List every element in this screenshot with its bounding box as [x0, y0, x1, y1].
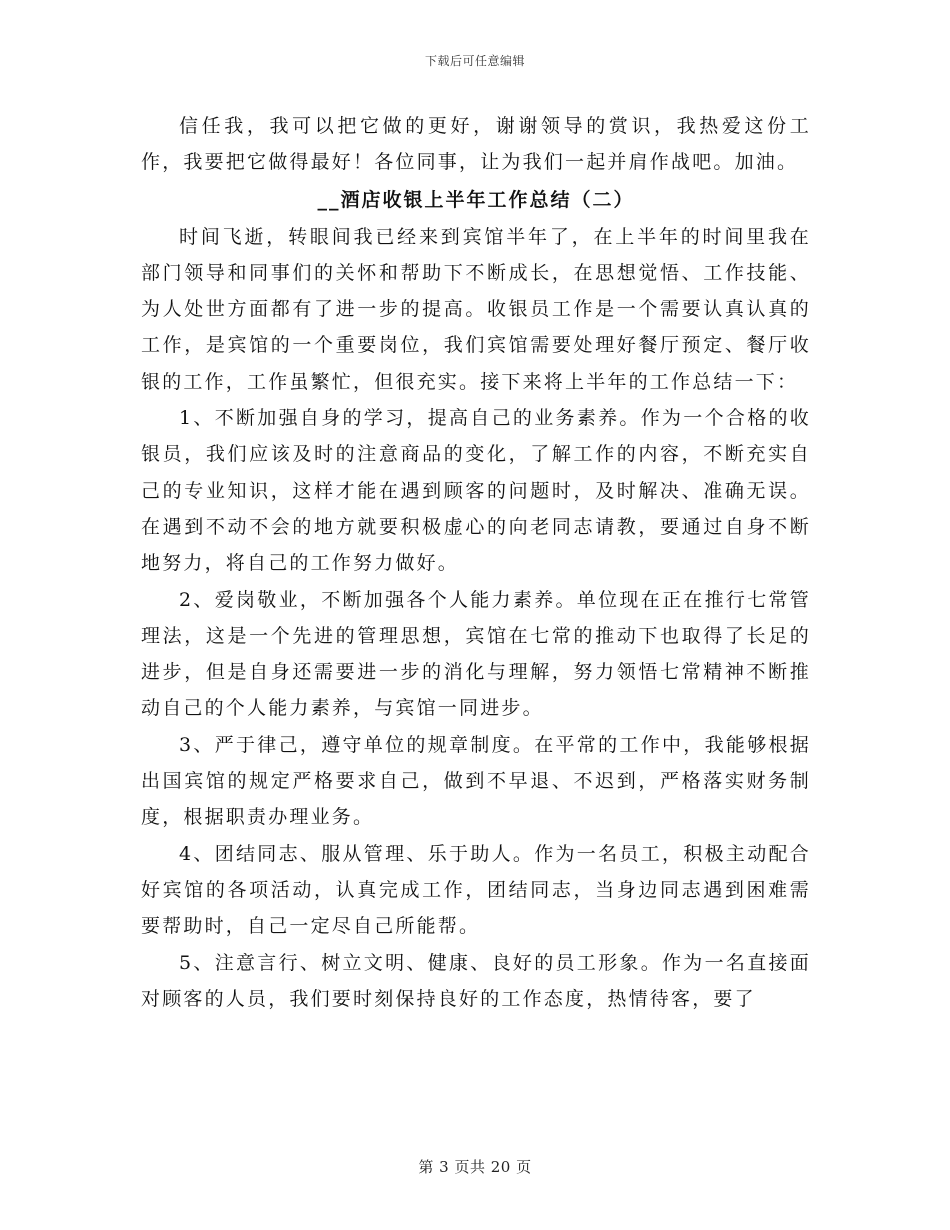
paragraph-summary-intro: 时间飞逝，转眼间我已经来到宾馆半年了，在上半年的时间里我在部门领导和同事们的关怀和帮助下不断成长，在思想觉悟、工作技能、为人处世方面都有了进一步的提高。收银员工作是一个需要认真认真的工作，是宾馆的一个重要岗位，我们宾馆需要处理好餐厅预定、餐厅收银的工作，工作虽繁忙，但很充实。接下来将上半年的工作总结一下：	[141, 225, 811, 393]
paragraph-item-3: 3、严于律己，遵守单位的规章制度。在平常的工作中，我能够根据出国宾馆的规定严格要求自己，做到不早退、不迟到，严格落实财务制度，根据职责办理业务。	[141, 733, 811, 829]
intro-paragraph: 信任我，我可以把它做的更好，谢谢领导的赏识，我热爱这份工作，我要把它做得最好！各位同事，让为我们一起并肩作战吧。加油。	[141, 115, 811, 174]
paragraph-item-2: 2、爱岗敬业，不断加强各个人能力素养。单位现在正在推行七常管理法，这是一个先进的管理思想，宾馆在七常的推动下也取得了长足的进步，但是自身还需要进一步的消化与理解，努力领悟七常精神不断推动自己的个人能力素养，与宾馆一同进步。	[141, 588, 811, 720]
document-body	[141, 108, 811, 1017]
paragraph-item-5: 5、注意言行、树立文明、健康、良好的员工形象。作为一名直接面对顾客的人员，我们要时刻保持良好的工作态度，热情待客，要了	[141, 951, 811, 1010]
paragraph-item-1: 1、不断加强自身的学习，提高自己的业务素养。作为一个合格的收银员，我们应该及时的注意商品的变化，了解工作的内容，不断充实自己的专业知识，这样才能在遇到顾客的问题时，及时解决、准确无误。在遇到不动不会的地方就要积极虚心的向老同志请教，要通过自身不断地努力，将自己的工作努力做好。	[141, 407, 811, 575]
section-heading: __酒店收银上半年工作总结（二）	[317, 188, 635, 211]
paragraph-item-4: 4、团结同志、服从管理、乐于助人。作为一名员工，积极主动配合好宾馆的各项活动，认真完成工作，团结同志，当身边同志遇到困难需要帮助时，自己一定尽自己所能帮。	[141, 842, 811, 938]
page-indicator: 第 3 页共 20 页	[418, 1158, 532, 1176]
header-note: 下载后可任意编辑	[424, 54, 525, 68]
